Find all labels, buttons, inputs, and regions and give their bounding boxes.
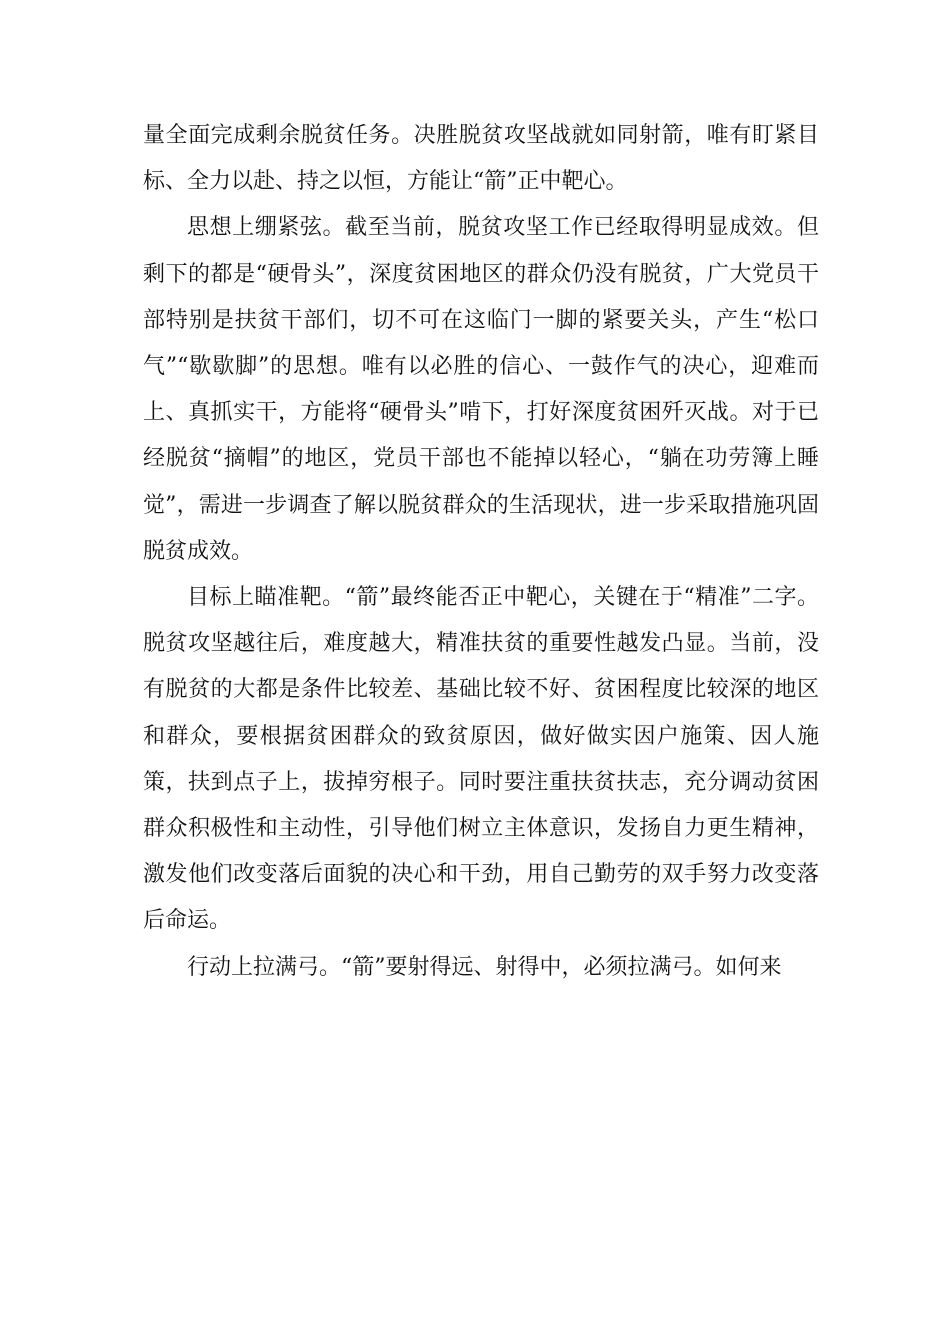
paragraph-action: 行动上拉满弓。“箭”要射得远、射得中，必须拉满弓。如何来 xyxy=(187,954,782,980)
paragraph-target: 目标上瞄准靶。“箭”最终能否正中靶心，关键在于“精准”二字。脱贫攻坚越往后，难度越大，精准扶贫的重要性越发凸显。当前，没有脱贫的大都是条件比较差、基础比较不好、贫困程度比较深的地区和群众，要根据贫困群众的致贫原因，做好做实因户施策、因人施策，扶到点子上，拔掉穷根子。同时要注重扶贫扶志，充分调动贫困群众积极性和主动性，引导他们树立主体意识，发扬自力更生精神，激发他们改变落后面貌的决心和干劲，用自己勤劳的双手努力改变落后命运。 xyxy=(143,585,819,934)
document-body xyxy=(143,113,819,991)
paragraph-continuation: 量全面完成剩余脱贫任务。决胜脱贫攻坚战就如同射箭，唯有盯紧目标、全力以赴、持之以恒，方能让“箭”正中靶心。 xyxy=(143,123,819,195)
paragraph-mindset: 思想上绷紧弦。截至当前，脱贫攻坚工作已经取得明显成效。但剩下的都是“硬骨头”，深度贫困地区的群众仍没有脱贫，广大党员干部特别是扶贫干部们，切不可在这临门一脚的紧要关头，产生“松口气”“歇歇脚”的思想。唯有以必胜的信心、一鼓作气的决心，迎难而上、真抓实干，方能将“硬骨头”啃下，打好深度贫困歼灭战。对于已经脱贫“摘帽”的地区，党员干部也不能掉以轻心，“躺在功劳簿上睡觉”，需进一步调查了解以脱贫群众的生活现状，进一步采取措施巩固脱贫成效。 xyxy=(143,215,819,564)
